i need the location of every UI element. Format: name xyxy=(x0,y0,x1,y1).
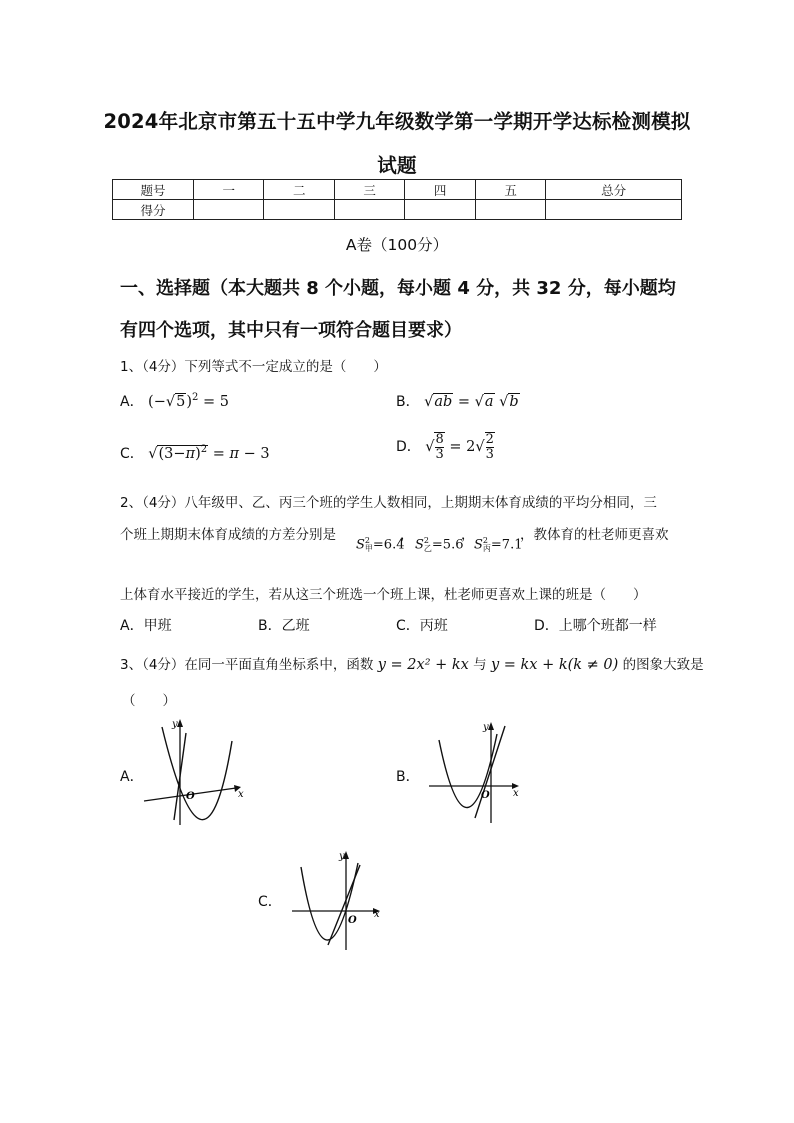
score-cell[interactable] xyxy=(334,200,404,220)
q3-option-a-label[interactable]: A． xyxy=(120,769,144,785)
table-header-cell: 三 xyxy=(334,180,404,200)
q2-comma: ， xyxy=(461,527,475,543)
q2-line2-prefix: 个班上期期末体育成绩的方差分别是 xyxy=(120,527,336,543)
option-label: B． xyxy=(396,394,420,410)
q3-option-c-label[interactable]: C． xyxy=(258,894,282,910)
line-graph xyxy=(328,865,360,945)
q3-option-c-graph[interactable] xyxy=(288,845,388,955)
line-graph xyxy=(475,726,505,818)
q2-option-a[interactable]: A．甲班 xyxy=(120,618,172,634)
q3-answer-paren: （ ） xyxy=(122,693,176,709)
variance-yi: S 2 乙 =5.6 xyxy=(415,536,464,553)
option-label: C． xyxy=(120,446,144,462)
q3-option-a-graph[interactable] xyxy=(140,715,250,830)
score-cell[interactable] xyxy=(405,200,475,220)
parabola xyxy=(162,727,232,820)
table-header-cell: 五 xyxy=(475,180,545,200)
section1-heading-line1: 一、选择题（本大题共 8 个小题，每小题 4 分，共 32 分，每小题均 xyxy=(120,278,676,299)
q3-stem: 3、（4分）在同一平面直角坐标系中，函数 y = 2x² + kx 与 y = kx + k(k ≠ 0) 的图象大致是 xyxy=(120,657,704,673)
q1-option-c[interactable] xyxy=(120,443,270,463)
score-table xyxy=(112,179,682,220)
variance-jia: S 2 甲 =6.4 xyxy=(356,536,405,553)
y-axis-arrow xyxy=(177,719,183,727)
table-header-cell: 总分 xyxy=(546,180,682,200)
q1-b-expression: √ab = √a √b xyxy=(424,394,519,410)
x-label: x xyxy=(374,909,380,920)
q3-function-2: y = kx + k(k ≠ 0) xyxy=(490,657,619,673)
y-label: y xyxy=(483,722,489,733)
q3-option-b-label[interactable]: B． xyxy=(396,769,420,785)
y-axis-arrow xyxy=(488,722,494,730)
section1-heading-line2: 有四个选项，其中只有一项符合题目要求） xyxy=(120,320,462,341)
option-label: A． xyxy=(120,394,144,410)
table-header-cell: 一 xyxy=(194,180,264,200)
table-header-cell: 题号 xyxy=(113,180,194,200)
q3-function-1: y = 2x² + kx xyxy=(377,657,469,673)
q2-option-b[interactable]: B．乙班 xyxy=(258,618,310,634)
q2-line1: 2、（4分）八年级甲、乙、丙三个班的学生人数相同，上期期末体育成绩的平均分相同，三 xyxy=(120,495,657,511)
q2-line2-suffix: ，教体育的杜老师更喜欢 xyxy=(520,527,669,543)
x-label: x xyxy=(238,789,244,800)
table-header-cell: 四 xyxy=(405,180,475,200)
score-cell[interactable] xyxy=(264,200,334,220)
q1-stem: 1、（4分）下列等式不一定成立的是（ ） xyxy=(120,359,387,375)
score-cell[interactable] xyxy=(475,200,545,220)
score-cell[interactable] xyxy=(546,200,682,220)
q1-option-a[interactable] xyxy=(120,391,229,411)
origin-label: O xyxy=(186,791,195,802)
origin-label: O xyxy=(481,790,490,801)
table-row-label: 得分 xyxy=(113,200,194,220)
option-label: D． xyxy=(396,439,421,455)
q2-option-c[interactable]: C．丙班 xyxy=(396,618,448,634)
q1-a-expression: $(-√5)^2 = 5$ xyxy=(148,392,229,410)
variance-bing: S 2 丙 =7.1 xyxy=(474,536,523,553)
q3-option-b-graph[interactable] xyxy=(425,718,530,828)
score-table-header-row xyxy=(113,180,682,200)
q1-option-b[interactable] xyxy=(396,391,520,411)
exam-title-line1: 2024年北京市第五十五中学九年级数学第一学期开学达标检测模拟 xyxy=(103,110,691,133)
y-label: y xyxy=(339,851,345,862)
score-cell[interactable] xyxy=(194,200,264,220)
x-label: x xyxy=(513,788,519,799)
q1-c-expression: $√(3-\pi)^2 = \pi - 3$ xyxy=(148,444,270,462)
y-label: y xyxy=(172,719,178,730)
q1-option-d[interactable] xyxy=(396,432,495,462)
q2-line3: 上体育水平接近的学生，若从这三个班选一个班上课，杜老师更喜欢上课的班是（ ） xyxy=(120,587,647,603)
parabola xyxy=(301,863,358,940)
table-header-cell: 二 xyxy=(264,180,334,200)
paper-a-heading: A卷（100分） xyxy=(345,236,449,254)
exam-title-line2: 试题 xyxy=(377,154,417,177)
q2-option-d[interactable]: D．上哪个班都一样 xyxy=(534,618,657,634)
q1-d-expression: √ $\frac{8}{3}$ = 2√ $\frac{2}{3}$ xyxy=(425,432,494,462)
q2-comma: ， xyxy=(400,527,414,543)
origin-label: O xyxy=(348,915,357,926)
score-table-score-row xyxy=(113,200,682,220)
